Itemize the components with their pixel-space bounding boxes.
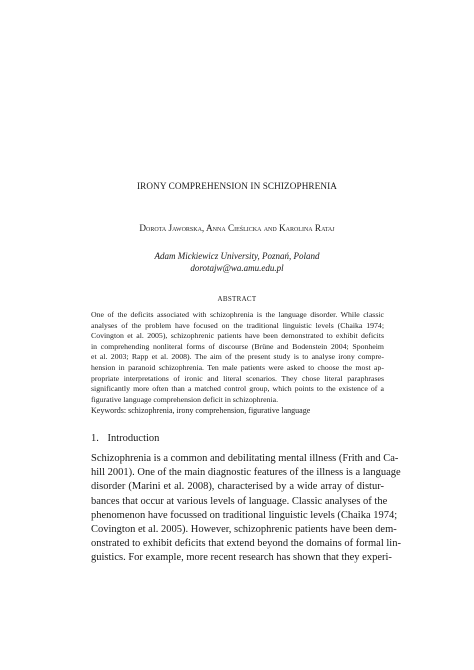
abstract-line: propriate interpretations of ironic and literal scenarios. They chose literal paraphrases (91, 373, 384, 383)
body-line: disorder (Marini et al. 2008), characterised by a wide array of distur- (91, 481, 384, 493)
abstract-line: Covington et al. 2005), schizophrenic patients have been demonstrated to exhibit deficits (91, 331, 384, 341)
abstract-line: figurative language comprehension deficit in schizophrenia. (91, 394, 279, 404)
body-line: Covington et al. 2005). However, schizophrenic patients have been dem- (91, 524, 397, 536)
paper-title: IRONY COMPREHENSION IN SCHIZOPHRENIA (136, 181, 338, 191)
body-text (91, 452, 401, 566)
section-heading (91, 433, 159, 444)
affiliation-block (0, 250, 474, 274)
body-line: hill 2001). One of the main diagnostic features of the illness is a language (91, 467, 401, 479)
keywords: Keywords: schizophrenia, irony comprehension, figurative language (91, 406, 311, 415)
section-title: Introduction (107, 433, 160, 444)
body-line: guistics. For example, more recent research has shown that they experi- (91, 552, 392, 564)
body-line: bances that occur at various levels of language. Classic analyses of the (91, 495, 388, 507)
author-email: dorotajw@wa.amu.edu.pl (190, 263, 284, 273)
affiliation: Adam Mickiewicz University, Poznań, Poland (154, 251, 320, 261)
section-number: 1. (91, 433, 99, 444)
body-line: phenomenon have focussed on traditional linguistic levels (Chaika 1974; (91, 509, 398, 521)
abstract-line: analyses of the problem have focused on the traditional linguistic levels (Chaika 1974; (91, 320, 384, 330)
abstract-heading: ABSTRACT (217, 295, 257, 303)
abstract-line: significantly more often than a matched control group, which points to the existence of a (91, 384, 384, 394)
body-line: Schizophrenia is a common and debilitating mental illness (Frith and Ca- (91, 453, 399, 464)
abstract-line: One of the deficits associated with schizophrenia is the language disorder. While classic (91, 310, 384, 319)
abstract-line: hension in paranoid schizophrenia. Ten male patients were asked to choose the most ap- (91, 362, 384, 372)
abstract-body (91, 310, 384, 405)
abstract-line: et al. 2003; Rapp et al. 2008). The aim of the present study is to analyse irony compre- (91, 352, 384, 362)
author-list: Dorota Jaworska, Anna Cieślicka and Karolina Rataj (139, 223, 335, 233)
abstract-line: in comprehending nonliteral forms of discourse (Brüne and Bodenstein 2004; Sponheim (91, 341, 384, 351)
body-line: onstrated to exhibit deficits that extend beyond the domains of formal lin- (91, 538, 401, 550)
